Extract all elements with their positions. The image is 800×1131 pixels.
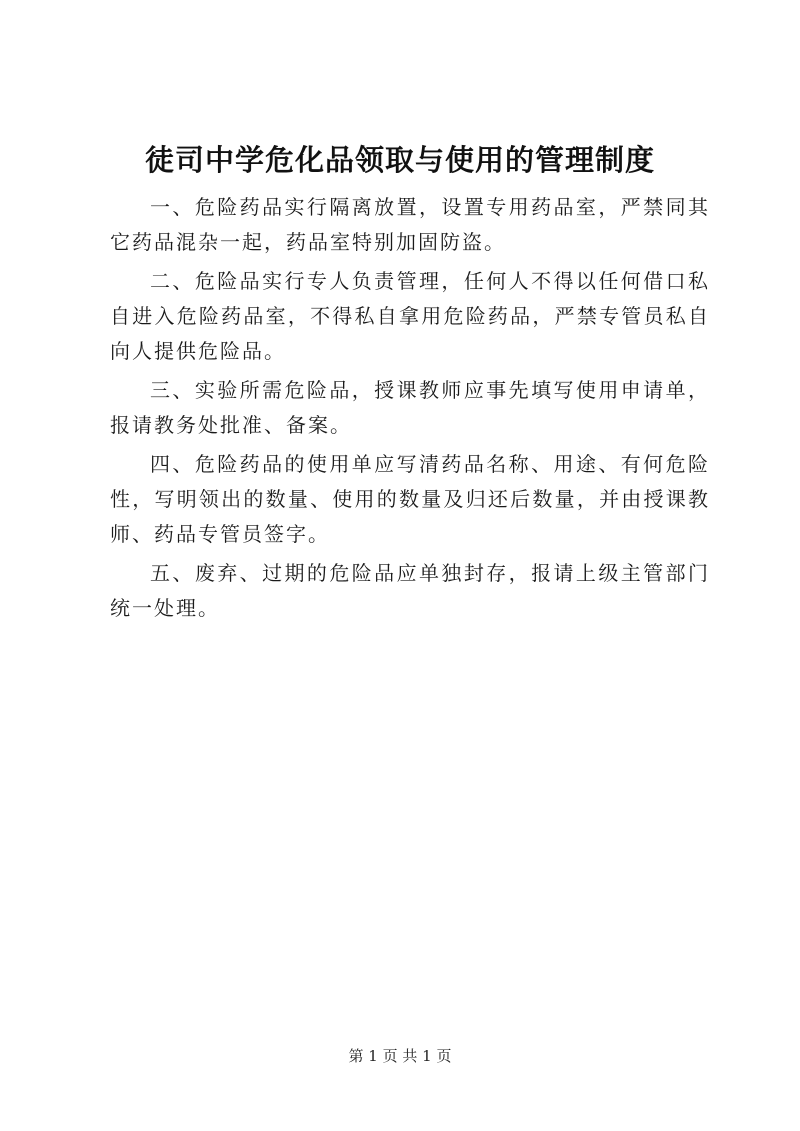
paragraph-4: 四、危险药品的使用单应写清药品名称、用途、有何危险性，写明领出的数量、使用的数量及归还后数量，并由授课教师、药品专管员签字。 (110, 452, 710, 546)
paragraph-5: 五、废弃、过期的危险品应单独封存，报请上级主管部门统一处理。 (110, 561, 710, 620)
paragraph-1: 一、危险药品实行隔离放置，设置专用药品室，严禁同其它药品混杂一起，药品室特别加固防盗。 (110, 195, 710, 254)
document-body (110, 190, 710, 630)
paragraph-2: 二、危险品实行专人负责管理，任何人不得以任何借口私自进入危险药品室，不得私自拿用危险药品，严禁专管员私自向人提供危险品。 (110, 269, 710, 363)
paragraph-3: 三、实验所需危险品，授课教师应事先填写使用申请单，报请教务处批准、备案。 (110, 378, 710, 437)
document-title: 徒司中学危化品领取与使用的管理制度 (144, 143, 655, 177)
page-number-footer: 第 1 页 共 1 页 (348, 1047, 452, 1065)
